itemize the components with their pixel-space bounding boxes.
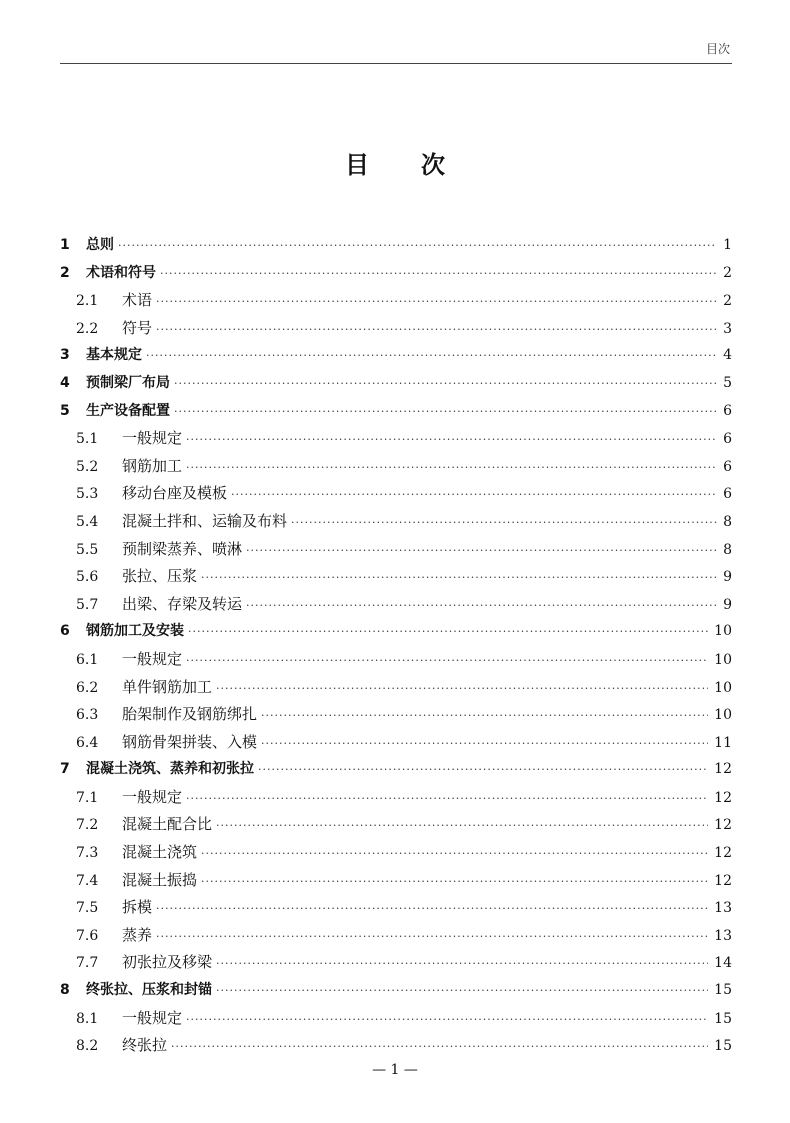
toc-entry-number: 6 bbox=[60, 623, 70, 640]
toc-entry-number: 5.7 bbox=[76, 596, 99, 613]
toc-chapter-entry[interactable] bbox=[60, 977, 732, 1005]
toc-entry-page: 12 bbox=[714, 789, 732, 806]
toc-entry-page: 11 bbox=[714, 734, 732, 751]
toc-section-entry[interactable] bbox=[60, 508, 732, 536]
toc-entry-label: 一般规定 bbox=[122, 1008, 183, 1027]
toc-entry-label: 预制梁蒸养、喷淋 bbox=[122, 539, 243, 558]
toc-section-entry[interactable] bbox=[60, 949, 732, 977]
dot-leader bbox=[188, 618, 708, 646]
toc-entry-page: 10 bbox=[714, 707, 732, 724]
toc-chapter-entry[interactable] bbox=[60, 618, 732, 646]
toc-entry-number: 1 bbox=[60, 237, 70, 253]
toc-entry-label: 预制梁厂布局 bbox=[86, 374, 170, 391]
dot-leader bbox=[174, 398, 717, 426]
toc-entry-number: 8.2 bbox=[76, 1038, 99, 1055]
toc-entry-number: 5 bbox=[60, 402, 70, 419]
toc-entry-label: 蒸养 bbox=[122, 925, 153, 944]
toc-section-entry[interactable] bbox=[60, 536, 732, 564]
toc-entry-page: 6 bbox=[723, 486, 732, 503]
dot-leader bbox=[291, 509, 717, 537]
toc-entry-number: 6.2 bbox=[76, 679, 99, 696]
table-of-contents bbox=[60, 232, 732, 1060]
dot-leader bbox=[261, 702, 708, 730]
dot-leader bbox=[258, 756, 708, 784]
toc-entry-label: 初张拉及移梁 bbox=[122, 953, 213, 972]
toc-entry-label: 混凝土拌和、运输及布料 bbox=[122, 511, 288, 530]
toc-entry-label: 拆模 bbox=[122, 898, 153, 917]
toc-entry-label: 总则 bbox=[86, 237, 114, 253]
toc-section-entry[interactable] bbox=[60, 591, 732, 619]
toc-entry-number: 5.6 bbox=[76, 569, 99, 586]
toc-entry-number: 2 bbox=[60, 264, 70, 281]
toc-entry-number: 6.3 bbox=[76, 707, 99, 724]
toc-entry-label: 钢筋加工及安装 bbox=[86, 623, 184, 640]
toc-section-entry[interactable] bbox=[60, 894, 732, 922]
toc-entry-label: 混凝土振捣 bbox=[122, 870, 198, 889]
toc-chapter-entry[interactable] bbox=[60, 756, 732, 784]
dot-leader bbox=[216, 977, 708, 1005]
toc-section-entry[interactable] bbox=[60, 867, 732, 895]
toc-section-entry[interactable] bbox=[60, 425, 732, 453]
toc-entry-number: 3 bbox=[60, 347, 70, 364]
toc-section-entry[interactable] bbox=[60, 453, 732, 481]
toc-section-entry[interactable] bbox=[60, 287, 732, 315]
toc-entry-number: 2.2 bbox=[76, 320, 99, 337]
dot-leader bbox=[216, 812, 708, 840]
toc-chapter-entry[interactable] bbox=[60, 260, 732, 288]
toc-section-entry[interactable] bbox=[60, 646, 732, 674]
toc-entry-page: 8 bbox=[723, 541, 732, 558]
toc-entry-label: 混凝土浇筑、蒸养和初张拉 bbox=[86, 761, 254, 778]
toc-chapter-entry[interactable] bbox=[60, 232, 732, 260]
toc-entry-page: 9 bbox=[723, 569, 732, 586]
dot-leader bbox=[246, 592, 717, 620]
toc-entry-number: 6.1 bbox=[76, 651, 99, 668]
toc-entry-page: 12 bbox=[714, 761, 732, 778]
toc-entry-number: 5.4 bbox=[76, 513, 99, 530]
toc-entry-number: 7 bbox=[60, 761, 70, 778]
dot-leader bbox=[201, 840, 708, 868]
toc-entry-number: 7.7 bbox=[76, 955, 99, 972]
toc-entry-label: 钢筋加工 bbox=[122, 456, 183, 475]
toc-chapter-entry[interactable] bbox=[60, 370, 732, 398]
toc-entry-number: 8.1 bbox=[76, 1010, 99, 1027]
dot-leader bbox=[171, 1033, 708, 1061]
toc-entry-label: 终张拉、压浆和封锚 bbox=[86, 982, 212, 999]
dot-leader bbox=[261, 730, 708, 758]
toc-section-entry[interactable] bbox=[60, 701, 732, 729]
toc-entry-label: 一般规定 bbox=[122, 649, 183, 668]
toc-entry-number: 7.5 bbox=[76, 900, 99, 917]
toc-entry-page: 6 bbox=[723, 402, 732, 419]
toc-chapter-entry[interactable] bbox=[60, 398, 732, 426]
dot-leader bbox=[186, 1006, 708, 1034]
dot-leader bbox=[146, 342, 717, 370]
toc-entry-label: 混凝土浇筑 bbox=[122, 843, 198, 862]
toc-entry-label: 出梁、存梁及转运 bbox=[122, 594, 243, 613]
toc-entry-page: 12 bbox=[714, 817, 732, 834]
page-title: 目次 bbox=[345, 151, 497, 179]
toc-entry-label: 符号 bbox=[122, 318, 153, 337]
dot-leader bbox=[156, 923, 708, 951]
toc-entry-number: 8 bbox=[60, 982, 70, 999]
toc-entry-number: 6.4 bbox=[76, 734, 99, 751]
toc-entry-page: 13 bbox=[714, 927, 732, 944]
toc-entry-number: 7.4 bbox=[76, 872, 99, 889]
toc-entry-label: 钢筋骨架拼装、入模 bbox=[122, 732, 258, 751]
toc-entry-page: 2 bbox=[723, 293, 732, 310]
toc-entry-page: 10 bbox=[714, 623, 732, 640]
toc-entry-page: 12 bbox=[714, 845, 732, 862]
dot-leader bbox=[246, 537, 717, 565]
toc-entry-page: 1 bbox=[723, 237, 732, 253]
toc-entry-page: 10 bbox=[714, 651, 732, 668]
toc-section-entry[interactable] bbox=[60, 811, 732, 839]
toc-entry-page: 6 bbox=[723, 458, 732, 475]
dot-leader bbox=[186, 454, 717, 482]
toc-section-entry[interactable] bbox=[60, 315, 732, 343]
toc-entry-number: 7.6 bbox=[76, 927, 99, 944]
toc-entry-page: 9 bbox=[723, 596, 732, 613]
header-divider bbox=[60, 63, 732, 64]
toc-entry-page: 15 bbox=[714, 982, 732, 999]
toc-entry-number: 5.3 bbox=[76, 486, 99, 503]
toc-entry-page: 14 bbox=[714, 955, 732, 972]
toc-entry-label: 张拉、压浆 bbox=[122, 567, 198, 586]
dot-leader bbox=[201, 868, 708, 896]
toc-entry-page: 2 bbox=[723, 264, 732, 281]
dot-leader bbox=[156, 895, 708, 923]
toc-entry-page: 6 bbox=[723, 431, 732, 448]
toc-section-entry[interactable] bbox=[60, 1032, 732, 1060]
toc-entry-label: 一般规定 bbox=[122, 429, 183, 448]
toc-entry-number: 7.1 bbox=[76, 789, 99, 806]
toc-entry-number: 5.5 bbox=[76, 541, 99, 558]
toc-entry-page: 8 bbox=[723, 513, 732, 530]
dot-leader bbox=[174, 370, 717, 398]
toc-entry-page: 4 bbox=[723, 347, 732, 364]
dot-leader bbox=[231, 481, 717, 509]
dot-leader bbox=[156, 316, 717, 344]
toc-entry-number: 2.1 bbox=[76, 293, 99, 310]
toc-entry-label: 移动台座及模板 bbox=[122, 484, 228, 503]
toc-entry-label: 术语 bbox=[122, 291, 153, 310]
toc-section-entry[interactable] bbox=[60, 729, 732, 757]
toc-entry-number: 5.2 bbox=[76, 458, 99, 475]
toc-entry-label: 混凝土配合比 bbox=[122, 815, 213, 834]
toc-entry-number: 7.2 bbox=[76, 817, 99, 834]
toc-entry-page: 15 bbox=[714, 1010, 732, 1027]
toc-entry-number: 7.3 bbox=[76, 845, 99, 862]
dot-leader bbox=[186, 785, 708, 813]
toc-entry-label: 单件钢筋加工 bbox=[122, 677, 213, 696]
running-header: 目次 bbox=[705, 42, 730, 56]
toc-section-entry[interactable] bbox=[60, 480, 732, 508]
dot-leader bbox=[216, 675, 708, 703]
toc-entry-page: 5 bbox=[723, 374, 732, 391]
toc-chapter-entry[interactable] bbox=[60, 342, 732, 370]
toc-section-entry[interactable] bbox=[60, 563, 732, 591]
toc-entry-label: 生产设备配置 bbox=[86, 402, 170, 419]
toc-entry-page: 10 bbox=[714, 679, 732, 696]
toc-entry-label: 胎架制作及钢筋绑扎 bbox=[122, 705, 258, 724]
toc-entry-page: 12 bbox=[714, 872, 732, 889]
page-number: — 1 — bbox=[372, 1062, 418, 1078]
toc-entry-page: 15 bbox=[714, 1038, 732, 1055]
dot-leader bbox=[160, 260, 717, 288]
dot-leader bbox=[118, 232, 717, 260]
dot-leader bbox=[186, 426, 717, 454]
toc-section-entry[interactable] bbox=[60, 674, 732, 702]
dot-leader bbox=[186, 647, 708, 675]
dot-leader bbox=[216, 950, 708, 978]
toc-entry-page: 3 bbox=[723, 320, 732, 337]
toc-entry-number: 5.1 bbox=[76, 431, 99, 448]
toc-section-entry[interactable] bbox=[60, 922, 732, 950]
dot-leader bbox=[201, 564, 717, 592]
toc-entry-number: 4 bbox=[60, 374, 70, 391]
toc-entry-label: 终张拉 bbox=[122, 1036, 168, 1055]
toc-section-entry[interactable] bbox=[60, 1005, 732, 1033]
toc-entry-label: 基本规定 bbox=[86, 347, 142, 364]
toc-entry-label: 术语和符号 bbox=[86, 264, 156, 281]
dot-leader bbox=[156, 288, 717, 316]
toc-section-entry[interactable] bbox=[60, 839, 732, 867]
toc-entry-page: 13 bbox=[714, 900, 732, 917]
toc-section-entry[interactable] bbox=[60, 784, 732, 812]
toc-entry-label: 一般规定 bbox=[122, 787, 183, 806]
